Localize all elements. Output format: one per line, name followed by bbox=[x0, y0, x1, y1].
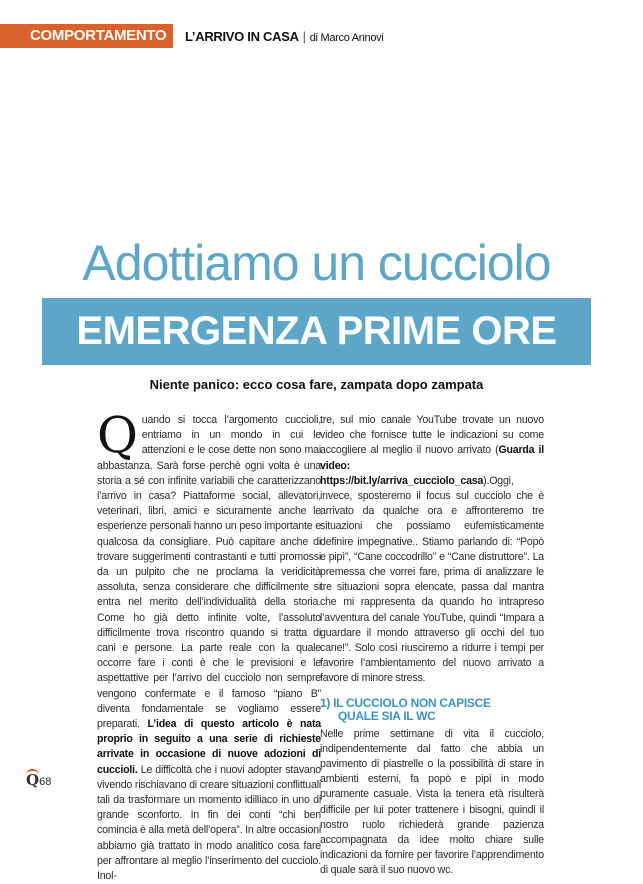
drop-cap: Q bbox=[97, 406, 138, 464]
article-title-text: Adottiamo un cucciolo bbox=[82, 235, 551, 291]
band-title-text: EMERGENZA PRIME ORE bbox=[76, 309, 557, 353]
magazine-logo: Q bbox=[26, 771, 40, 789]
kicker bbox=[185, 29, 585, 44]
heading-line: 1) IL CUCCIOLO NON CAPISCE bbox=[320, 695, 491, 710]
subtitle-text: Niente panico: ecco cosa fare, zampata dopo zampata bbox=[149, 377, 484, 392]
section-label: COMPORTAMENTO bbox=[30, 27, 167, 44]
body-text: Le difficoltà che i nuovi adopter stavano vivendo rischiavano di creare situazioni conflittuali tali da trasformare un momento idilliaco in uno di grande sconforto. In fin dei conti “chi ben comincia è alla metà dell’opera”. In altre occasioni abbiamo già trattato in modo analitico cosa fare per affrontare al meglio l’inserimento del cucciolo. Inol- bbox=[97, 763, 321, 883]
body-text: tre, sul mio canale YouTube trovate un nuovo video che fornisce tutte le indicazioni su come accogliere al meglio il nuovo arrivato ( bbox=[320, 414, 544, 457]
paragraph bbox=[320, 413, 544, 687]
kicker-separator: | bbox=[302, 29, 306, 44]
body-text: ).Oggi, invece, sposteremo il focus sul cucciolo che è arrivato da qualche ora e affronteremo tre situazioni che possiamo eufemisticamente definire impegnative.. Stiamo parlando di: “Popò e pipì”, “Cane coccodrillo” e “Cane distruttore”. La premessa che vorrei fare, prima di analizzare le tre situazioni sopra elencate, passa dal mantra che mi rappresenta da quando ho intrapreso l’avventura del canale YouTube, quindi “Impara a guardare il mondo attraverso gli occhi del tuo cane!”. Solo così riusciremo a ridurre i tempi per favorire l’ambientamento del nuovo arrivato a favore di minore stress. bbox=[320, 474, 544, 685]
body-bold-text: L’idea di questo articolo è nata proprio in seguito a una serie di richieste arrivate in occasione di nuove adozioni di cuccioli. bbox=[97, 718, 322, 776]
kicker-title: L’ARRIVO IN CASA bbox=[185, 29, 299, 44]
title-band bbox=[42, 298, 591, 365]
paragraph: Nelle prime settimane di vita il cucciolo, indipendentemente dal fatto che abbia un pavimento di piastrelle o la possibilità di stare in ambienti esterni, fa popò e pipì in modo puramente casuale. Vista la tenera età risulterà difficile per lui poter trattenere i bisogni, quindi il nostro ruolo richiederà grande pazienza accompagnata da idee molto chiare sulle indicazioni da fornire per favorire l’apprendimento di quale sarà il suo nuovo wc. bbox=[320, 727, 544, 877]
video-link[interactable]: Guarda il video: https://bit.ly/arriva_cucciolo_casa bbox=[320, 444, 544, 487]
heading-line: QUALE SIA IL WC bbox=[338, 708, 436, 723]
byline: di Marco Annovi bbox=[309, 32, 384, 44]
page-footer bbox=[26, 771, 51, 789]
page-number: 68 bbox=[39, 776, 52, 788]
article-title bbox=[42, 232, 591, 294]
left-column bbox=[97, 406, 322, 884]
article-subtitle bbox=[42, 377, 591, 392]
body-text: uando si tocca l’argomento cuccioli, entriamo in un mondo in cui le attenzioni e le cose dette non sono mai abbastanza. Sarà forse perchè ogni volta è una storia a sé con infinite variabili che caratterizzano l’arrivo in casa? Piattaforme social, allevatori, veterinari, libri, amici e sicuramente anche le esperienze personali hanno un peso importante e qualcosa da consigliare. Può capitare anche di trovare suggerimenti contrastanti e tutti promossi da un pulpito che ne proclama la veridicità assoluta, senza considerare che difficilmente si entra nel merito dell’individualità della storia. Come ho già detto infinite volte, l’assoluto difficilmente trova riscontro quando si tratta di cani e persone. La parte reale con la quale occorre fare i conti è che le previsioni e le aspettattive per l’arrivo del cucciolo non sempre vengono confermate e il famoso “piano B” diventa fondamentale se vogliamo essere preparati. bbox=[97, 414, 321, 731]
right-column bbox=[320, 413, 544, 879]
section-heading bbox=[320, 697, 544, 723]
